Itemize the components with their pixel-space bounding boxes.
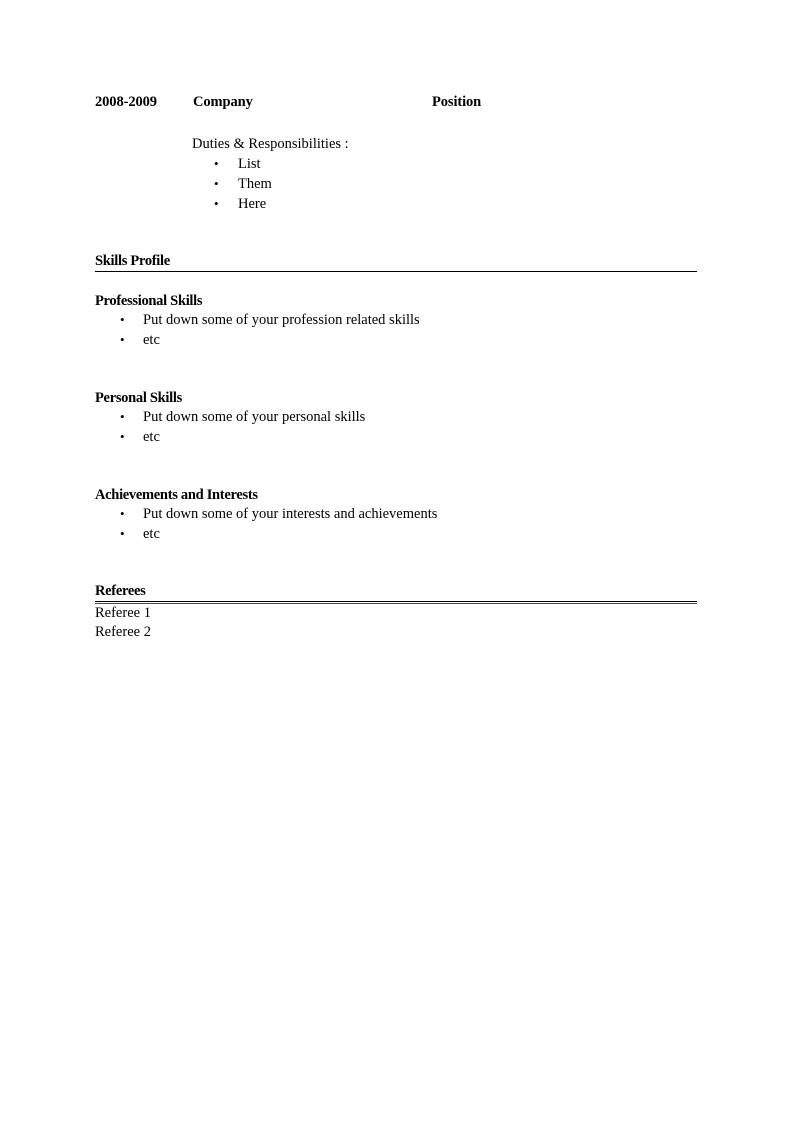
experience-header-row bbox=[95, 94, 698, 114]
list-item: • Put down some of your personal skills bbox=[95, 407, 698, 427]
list-item: • Them bbox=[192, 174, 698, 194]
list-item: • etc bbox=[95, 427, 698, 447]
document-content bbox=[95, 94, 698, 642]
spacer bbox=[95, 214, 698, 252]
subsection-heading: Personal Skills bbox=[95, 390, 182, 406]
spacer bbox=[95, 544, 698, 582]
section-heading-referees: Referees bbox=[95, 583, 146, 599]
referee-entry: Referee 1 bbox=[95, 605, 151, 621]
referee-entry: Referee 2 bbox=[95, 624, 151, 640]
spacer bbox=[95, 447, 698, 486]
experience-dates: 2008-2009 bbox=[95, 94, 157, 110]
list-item: • List bbox=[192, 154, 698, 174]
subsection-achievements-and-interests bbox=[95, 486, 698, 544]
duties-label: Duties & Responsibilities : bbox=[192, 136, 349, 152]
list-item: • Put down some of your interests and achievements bbox=[95, 504, 698, 524]
subsection-professional-skills bbox=[95, 292, 698, 350]
referees-section bbox=[95, 582, 698, 642]
spacer bbox=[95, 272, 698, 292]
list-item: • Put down some of your profession related skills bbox=[95, 310, 698, 330]
subsection-personal-skills bbox=[95, 389, 698, 447]
subsection-heading: Achievements and Interests bbox=[95, 487, 258, 503]
duties-list bbox=[192, 154, 698, 214]
subsection-heading: Professional Skills bbox=[95, 293, 203, 309]
list-item: • etc bbox=[95, 524, 698, 544]
experience-position: Position bbox=[432, 94, 482, 110]
experience-company: Company bbox=[193, 94, 253, 110]
spacer bbox=[95, 350, 698, 389]
list-item: • Here bbox=[192, 194, 698, 214]
skills-profile-section bbox=[95, 252, 698, 544]
achievements-list bbox=[95, 504, 698, 544]
list-item: • etc bbox=[95, 330, 698, 350]
professional-skills-list bbox=[95, 310, 698, 350]
duties-block bbox=[95, 134, 698, 214]
personal-skills-list bbox=[95, 407, 698, 447]
section-heading-skills-profile: Skills Profile bbox=[95, 253, 170, 269]
